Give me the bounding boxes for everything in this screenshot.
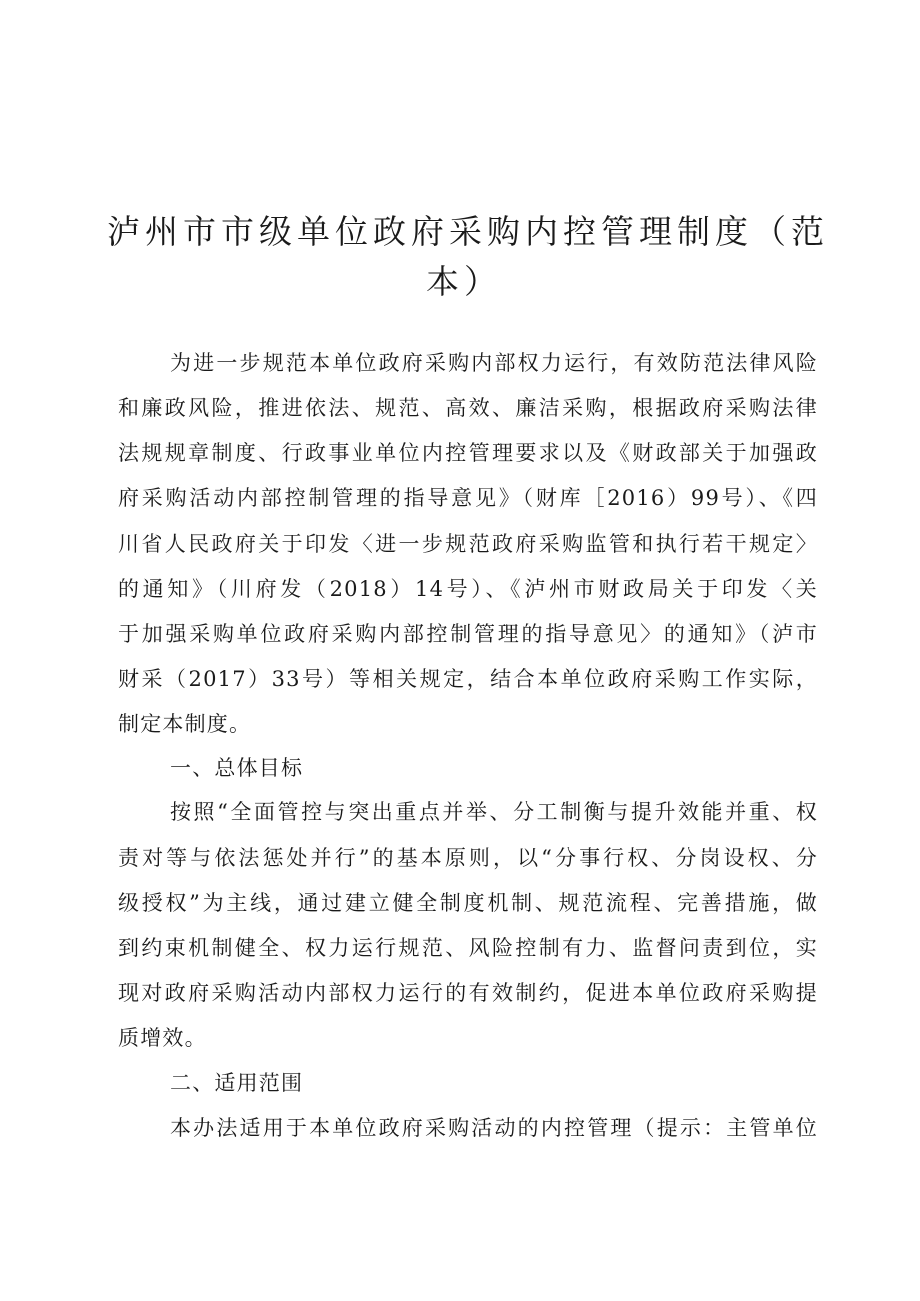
intro-line-4: 府采购活动内部控制管理的指导意见》（财库［2016）99号）、《四 — [118, 486, 818, 510]
intro-line-3: 法规规章制度、行政事业单位内控管理要求以及《财政部关于加强政 — [118, 441, 818, 465]
intro-line-2: 和廉政风险，推进依法、规范、高效、廉洁采购，根据政府采购法律 — [118, 396, 818, 420]
document-title-line-2: 本） — [426, 262, 502, 301]
section-2-heading: 二、适用范围 — [170, 1071, 304, 1095]
intro-line-9: 制定本制度。 — [118, 712, 252, 736]
intro-line-5: 川省人民政府关于印发〈进一步规范政府采购监管和执行若干规定〉 — [118, 532, 818, 556]
intro-line-1: 为进一步规范本单位政府采购内部权力运行，有效防范法律风险 — [170, 351, 818, 375]
section-1-line-2: 责对等与依法惩处并行”的基本原则，以“分事行权、分岗设权、分 — [118, 846, 818, 870]
section-2-line-1: 本办法适用于本单位政府采购活动的内控管理（提示：主管单位 — [170, 1116, 818, 1140]
intro-line-8: 财采（2017）33号）等相关规定，结合本单位政府采购工作实际， — [118, 667, 818, 691]
section-1-line-6: 质增效。 — [118, 1026, 207, 1050]
section-1-line-5: 现对政府采购活动内部权力运行的有效制约，促进本单位政府采购提 — [118, 981, 818, 1005]
section-1-line-1: 按照“全面管控与突出重点并举、分工制衡与提升效能并重、权 — [170, 800, 818, 824]
section-1-line-3: 级授权”为主线，通过建立健全制度机制、规范流程、完善措施，做 — [118, 891, 818, 915]
section-1-line-4: 到约束机制健全、权力运行规范、风险控制有力、监督问责到位，实 — [118, 936, 818, 960]
intro-line-7: 于加强采购单位政府采购内部控制管理的指导意见〉的通知》（泸市 — [118, 622, 818, 646]
document-title-line-1: 泸州市市级单位政府采购内控管理制度（范 — [107, 212, 829, 251]
section-1-heading: 一、总体目标 — [170, 756, 304, 780]
intro-line-6: 的通知》（川府发（2018）14号）、《泸州市财政局关于印发〈关 — [118, 577, 818, 601]
